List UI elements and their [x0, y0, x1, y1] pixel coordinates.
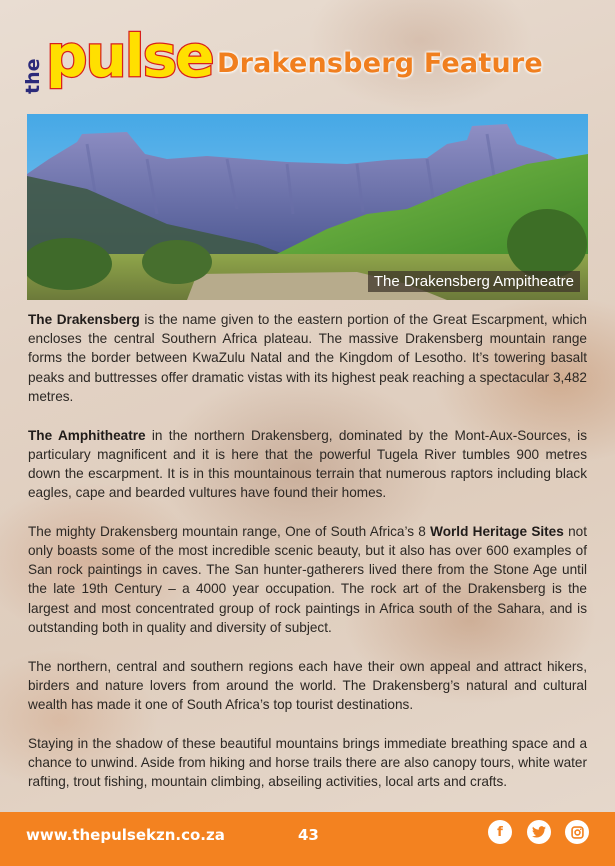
paragraph-text: in the northern Drakensberg, dominated by the Mont-Aux-Sources, is particulary magnificent and it is here that the powerful Tugela River tumbles 900 metres down the escarpment. It is in this mountainous terrain that numerous raptors including black eagles, cape and bearded vultures have found their homes.: [28, 427, 587, 501]
paragraph-intro: [28, 310, 587, 406]
article-body: [28, 310, 587, 811]
bush: [507, 209, 587, 279]
page-title: Drakensberg Feature: [217, 48, 543, 79]
page-number: 43: [298, 826, 319, 844]
twitter-bird-glyph: [532, 826, 546, 838]
paragraph-text: The mighty Drakensberg mountain range, One of South Africa’s 8: [28, 523, 431, 539]
bush: [142, 240, 212, 284]
twitter-icon[interactable]: [527, 820, 551, 844]
photo-caption: The Drakensberg Ampitheatre: [368, 271, 580, 292]
bold-term: The Amphitheatre: [28, 427, 146, 443]
paragraph-activities: [28, 734, 587, 792]
paragraph-text: Staying in the shadow of these beautiful mountains brings immediate breathing space and a chance to unwind. Aside from hiking and horse trails there are also canopy tours, white water rafting, trout fishing, mountain climbing, abseiling activities, local arts and crafts.: [28, 735, 587, 790]
instagram-camera-glyph: [571, 826, 584, 839]
facebook-icon[interactable]: f: [488, 820, 512, 844]
bold-term: World Heritage Sites: [430, 523, 564, 539]
website-link[interactable]: www.thepulsekzn.co.za: [26, 826, 225, 844]
paragraph-regions: [28, 657, 587, 715]
logo-pulse-text: pulse: [46, 22, 213, 90]
paragraph-text: not only boasts some of the most incredible scenic beauty, but it also has over 600 examples of San rock paintings in caves. The San hunter-gatherers lived there from the Stone Age until the late 19th Century – a 4000 year occupation. The rock art of the Drakensberg is the largest and most concentrated group of rock paintings in Africa south of the Sahara, and is outstanding both in quality and diversity of subject.: [28, 523, 587, 635]
bold-term: The Drakensberg: [28, 312, 140, 327]
instagram-icon[interactable]: [565, 820, 589, 844]
logo-the-text: the: [22, 58, 44, 94]
page-footer: [0, 812, 615, 866]
drakensberg-photo: [27, 114, 588, 300]
paragraph-heritage: [28, 522, 587, 637]
the-pulse-logo[interactable]: [22, 22, 213, 110]
page-header: [22, 22, 602, 108]
paragraph-text: is the name given to the eastern portion of the Great Escarpment, which encloses the central Southern Africa plateau. The massive Drakensberg mountain range forms the border between KwaZulu Natal and the Kingdom of Lesotho. It’s towering basalt peaks and buttresses offer dramatic vistas with its highest peak reaching a spectacular 3,482 metres.: [28, 312, 587, 404]
paragraph-amphitheatre: [28, 426, 587, 503]
paragraph-text: The northern, central and southern regions each have their own appeal and attract hikers, birders and nature lovers from around the world. The Drakensberg’s natural and cultural wealth has made it one of South Africa’s top tourist destinations.: [28, 658, 587, 712]
